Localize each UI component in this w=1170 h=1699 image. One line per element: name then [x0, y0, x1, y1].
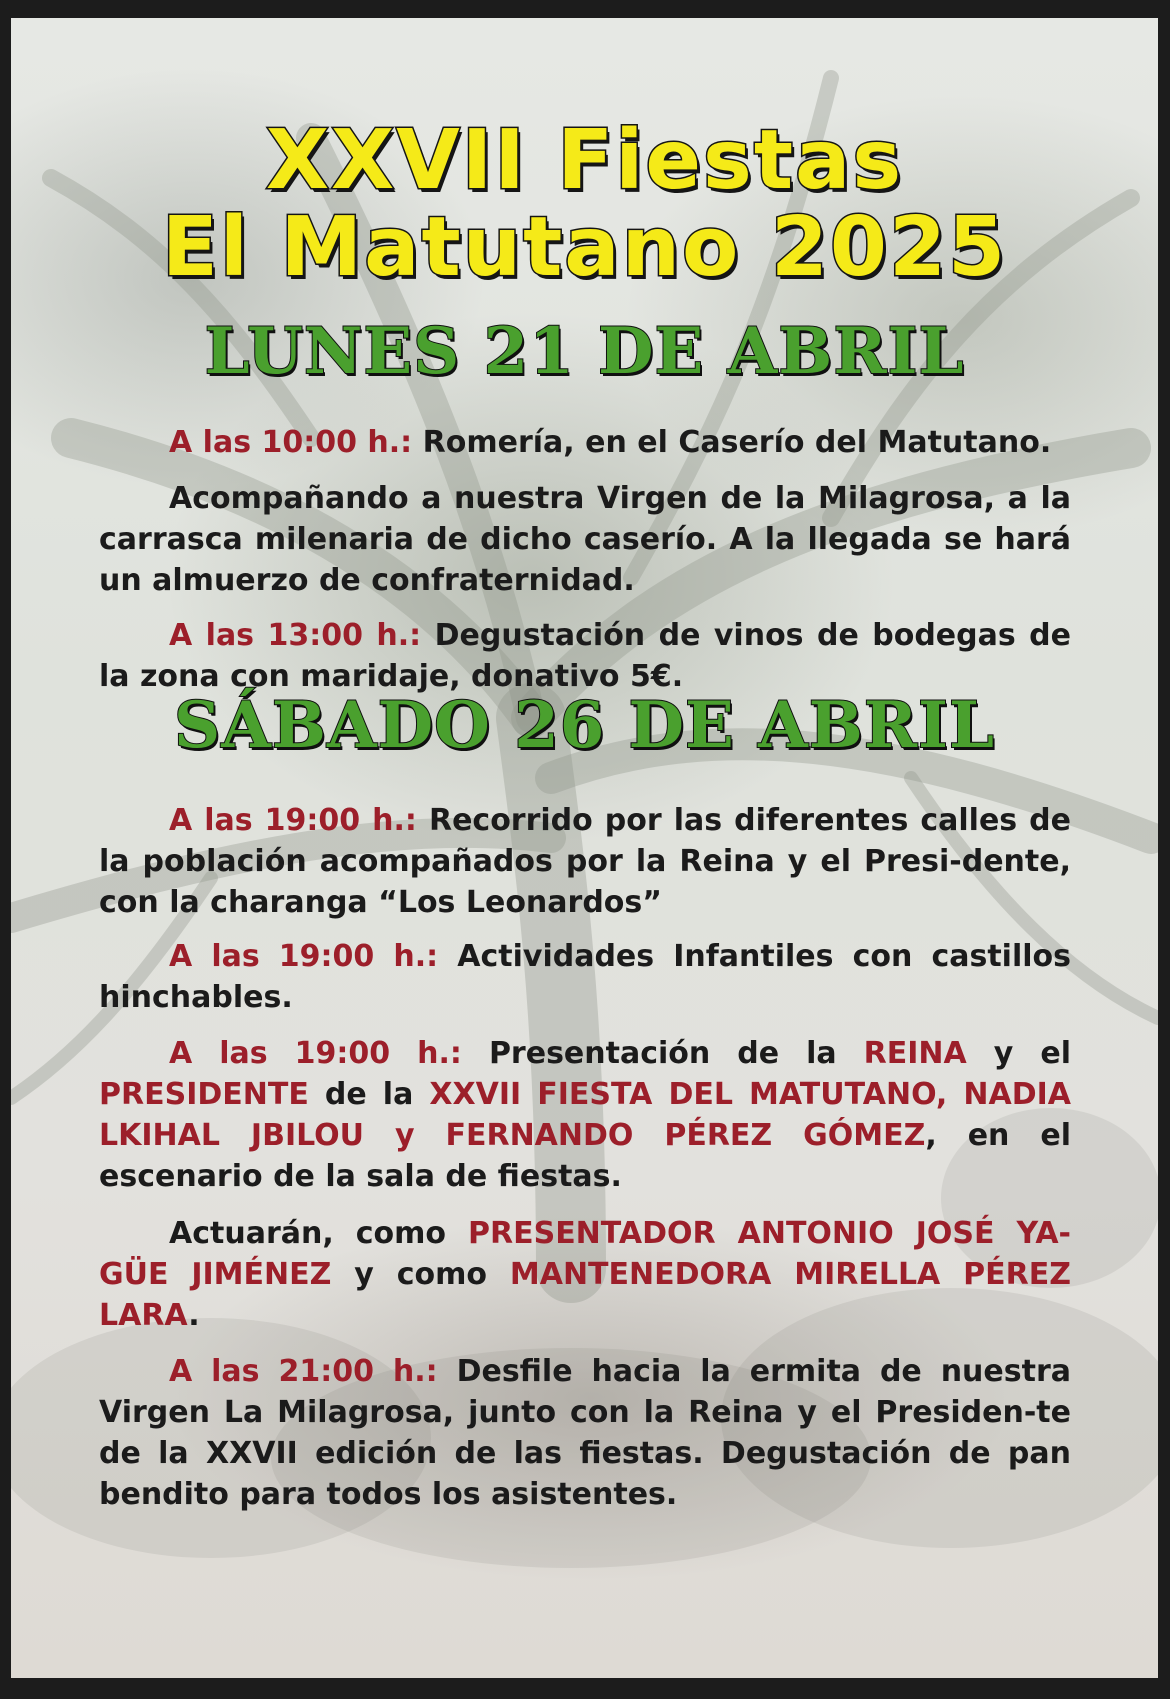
day2-event-4 [99, 1213, 1071, 1336]
highlight-mantenedora: MANTENEDORA MIRELLA PÉREZ LARA [99, 1257, 1071, 1333]
event-text: , en el escenario de la sala de fiestas. [99, 1118, 1071, 1194]
day1-event-2 [99, 478, 1071, 601]
event-text: Recorrido por las diferentes calles de la población acompañados por la Reina y el Presi-dente, con la charanga “Los Leonardos” [99, 803, 1071, 920]
day2-event-1 [99, 800, 1071, 923]
fiesta-poster [11, 18, 1158, 1678]
day1-event-1 [99, 422, 1071, 463]
event-text: Degustación de vinos de bodegas de la zona con maridaje, donativo 5€. [99, 618, 1071, 694]
event-text: de la [308, 1077, 430, 1112]
title-line-2: El Matutano 2025 [161, 200, 1008, 295]
highlight-presidente: PRESIDENTE [99, 1077, 309, 1112]
highlight-names: XXVII FIESTA DEL MATUTANO, NADIA LKIHAL JBILOU y FERNANDO PÉREZ GÓMEZ [99, 1077, 1071, 1153]
day2-event-3 [99, 1033, 1071, 1197]
event-text: Presentación de la [461, 1036, 864, 1071]
event-time: A las 10:00 h.: [169, 425, 413, 460]
day2-event-2 [99, 936, 1071, 1018]
event-text: Actividades Infantiles con castillos hinchables. [99, 939, 1071, 1015]
event-text: . [188, 1298, 200, 1333]
highlight-presentador: PRESENTADOR ANTONIO JOSÉ YA-GÜE JIMÉNEZ [99, 1216, 1071, 1292]
event-text: y como [331, 1257, 510, 1292]
day2-event-5 [99, 1351, 1071, 1515]
event-text: Actuarán, como [169, 1216, 468, 1251]
title-line-1: XXVII Fiestas [265, 113, 904, 208]
event-text: Romería, en el Caserío del Matutano. [412, 425, 1052, 460]
day1-event-3 [99, 615, 1071, 697]
event-time: A las 19:00 h.: [169, 939, 439, 974]
highlight-reina: REINA [863, 1036, 967, 1071]
event-text: Desfile hacia la ermita de nuestra Virgen La Milagrosa, junto con la Reina y el Presiden-te de la XXVII edición de las fiestas. Degustación de pan bendito para todos los asistentes. [99, 1354, 1072, 1512]
day2-heading: SÁBADO 26 DE ABRIL [174, 688, 995, 763]
event-time: A las 13:00 h.: [169, 618, 422, 653]
event-text: y el [966, 1036, 1071, 1071]
event-time: A las 21:00 h.: [169, 1354, 438, 1389]
event-time: A las 19:00 h.: [169, 803, 417, 838]
event-time: A las 19:00 h.: [169, 1036, 462, 1071]
day1-heading: LUNES 21 DE ABRIL [204, 314, 965, 389]
event-text: Acompañando a nuestra Virgen de la Milagrosa, a la carrasca milenaria de dicho caserío. A la llegada se hará un almuerzo de confraternidad. [99, 481, 1071, 598]
